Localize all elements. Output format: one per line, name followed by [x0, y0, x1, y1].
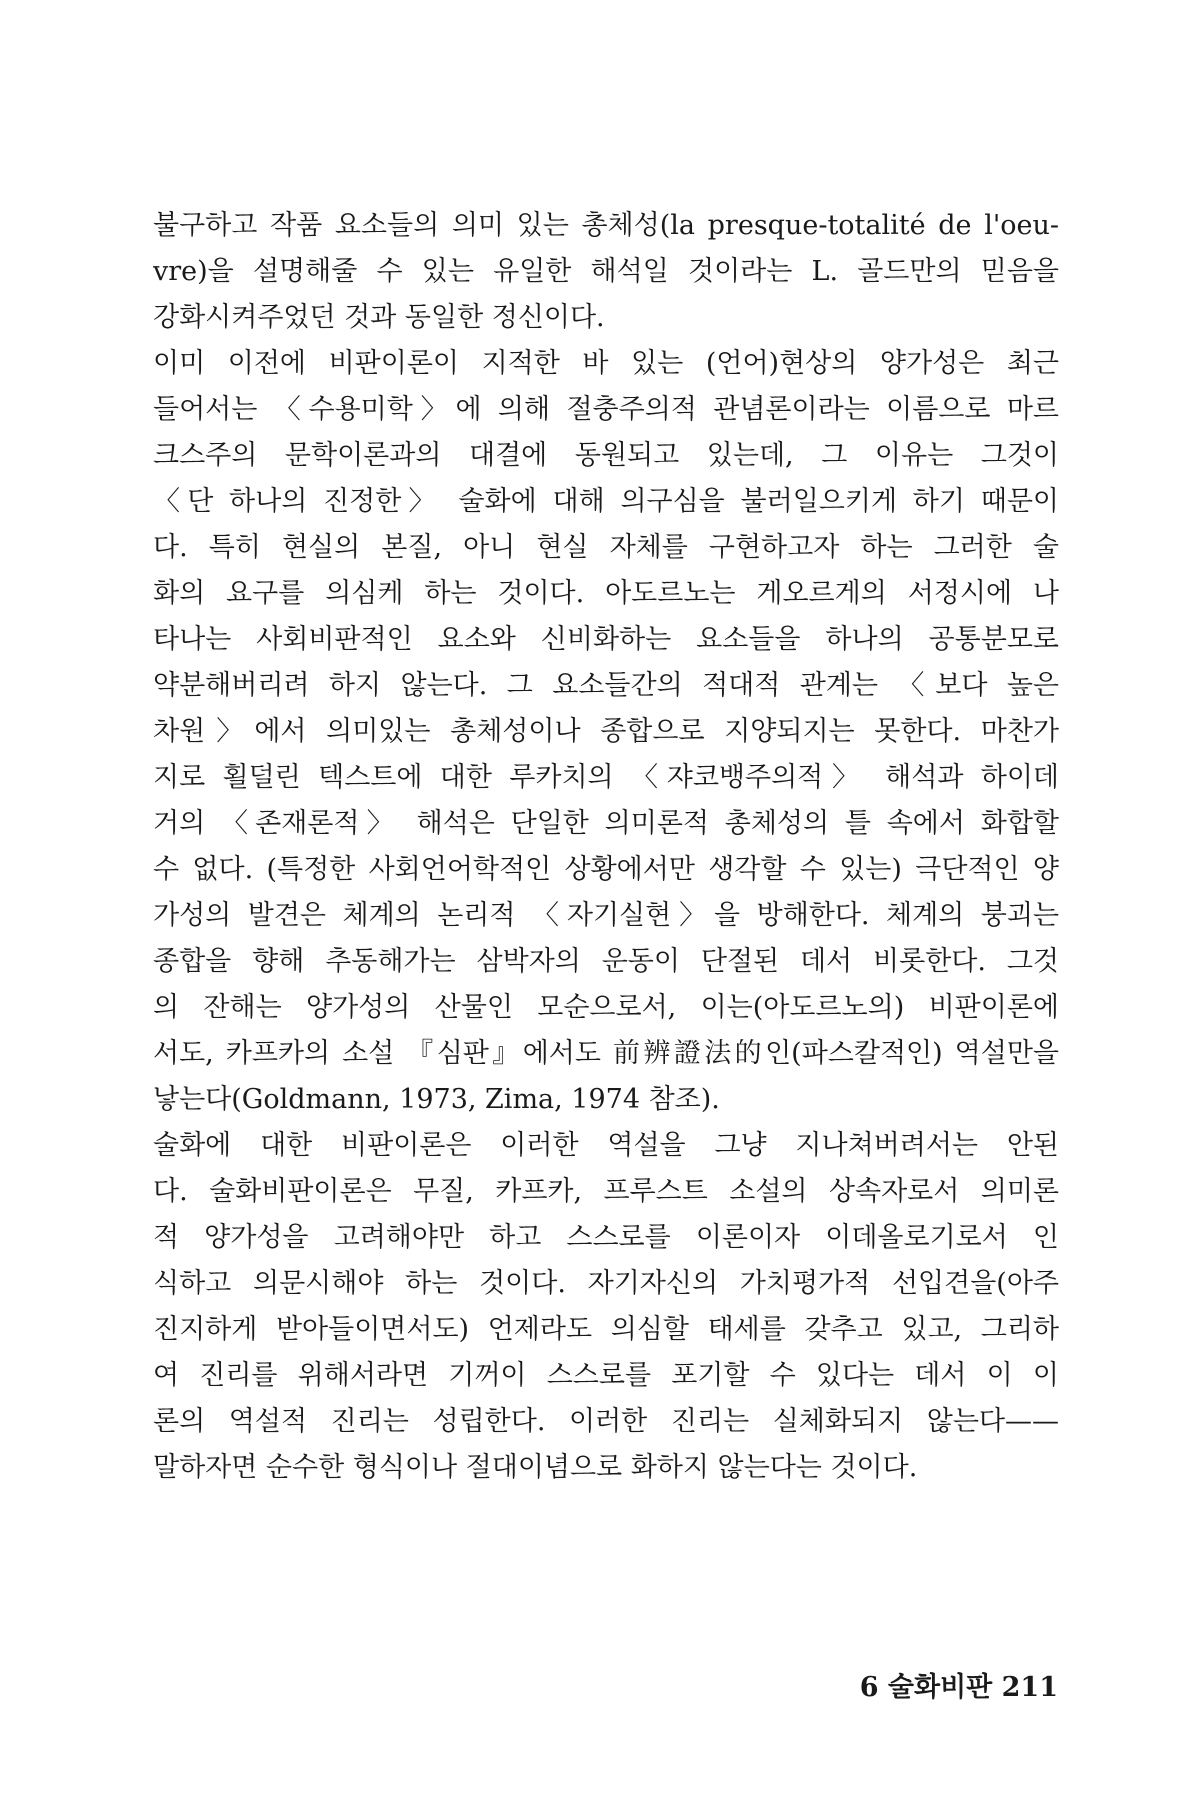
page-footer: 6 술화비판 211	[859, 1672, 1058, 1703]
text-line: 약분해버리려 하지 않는다. 그 요소들간의 적대적 관계는 〈보다 높은	[153, 670, 1059, 701]
text-line: 진지하게 받아들이면서도) 언제라도 의심할 태세를 갖추고 있고, 그리하	[153, 1314, 1059, 1345]
text-line: 〈단 하나의 진정한〉 술화에 대해 의구심을 불러일으키게 하기 때문이	[153, 486, 1059, 517]
text-line: 적 양가성을 고려해야만 하고 스스로를 이론이자 이데올로기로서 인	[153, 1222, 1059, 1253]
text-line: vre)을 설명해줄 수 있는 유일한 해석일 것이라는 L. 골드만의 믿음을	[153, 256, 1059, 287]
text-line: 술화에 대한 비판이론은 이러한 역설을 그냥 지나쳐버려서는 안된	[153, 1130, 1059, 1161]
text-line: 거의 〈존재론적〉 해석은 단일한 의미론적 총체성의 틀 속에서 화합할	[153, 808, 1059, 839]
text-line: 화의 요구를 의심케 하는 것이다. 아도르노는 게오르게의 서정시에 나	[153, 578, 1059, 609]
text-line: 종합을 향해 추동해가는 삼박자의 운동이 단절된 데서 비롯한다. 그것	[153, 946, 1059, 977]
text-line: 말하자면 순수한 형식이나 절대이념으로 화하지 않는다는 것이다.	[153, 1452, 918, 1483]
text-line: 불구하고 작품 요소들의 의미 있는 총체성(la presque-totalité de l'oeu-	[153, 210, 1059, 241]
text-line: 수 없다. (특정한 사회언어학적인 상황에서만 생각할 수 있는) 극단적인 양	[153, 854, 1059, 885]
body-text	[153, 203, 1059, 1491]
text-line: 서도, 카프카의 소설 『심판』에서도 前辨證法的인(파스칼적인) 역설만을	[153, 1038, 1059, 1069]
text-line: 이미 이전에 비판이론이 지적한 바 있는 (언어)현상의 양가성은 최근	[153, 348, 1059, 379]
text-line: 다. 술화비판이론은 무질, 카프카, 프루스트 소설의 상속자로서 의미론	[153, 1176, 1059, 1207]
text-line: 크스주의 문학이론과의 대결에 동원되고 있는데, 그 이유는 그것이	[153, 440, 1059, 471]
text-line: 타나는 사회비판적인 요소와 신비화하는 요소들을 하나의 공통분모로	[153, 624, 1059, 655]
text-line: 지로 횔덜린 텍스트에 대한 루카치의 〈쟈코뱅주의적〉 해석과 하이데	[153, 762, 1059, 793]
text-line: 다. 특히 현실의 본질, 아니 현실 자체를 구현하고자 하는 그러한 술	[153, 532, 1059, 563]
text-line: 론의 역설적 진리는 성립한다. 이러한 진리는 실체화되지 않는다——	[153, 1406, 1059, 1437]
text-line: 의 잔해는 양가성의 산물인 모순으로서, 이는(아도르노의) 비판이론에	[153, 992, 1059, 1023]
text-line: 여 진리를 위해서라면 기꺼이 스스로를 포기할 수 있다는 데서 이 이	[153, 1360, 1059, 1391]
text-line: 식하고 의문시해야 하는 것이다. 자기자신의 가치평가적 선입견을(아주	[153, 1268, 1059, 1299]
text-line: 들어서는 〈수용미학〉에 의해 절충주의적 관념론이라는 이름으로 마르	[153, 394, 1059, 425]
text-line: 가성의 발견은 체계의 논리적 〈자기실현〉을 방해한다. 체계의 붕괴는	[153, 900, 1059, 931]
text-line: 차원〉에서 의미있는 총체성이나 종합으로 지양되지는 못한다. 마찬가	[153, 716, 1059, 747]
text-line: 낳는다(Goldmann, 1973, Zima, 1974 참조).	[153, 1084, 720, 1115]
text-line: 강화시켜주었던 것과 동일한 정신이다.	[153, 302, 605, 333]
